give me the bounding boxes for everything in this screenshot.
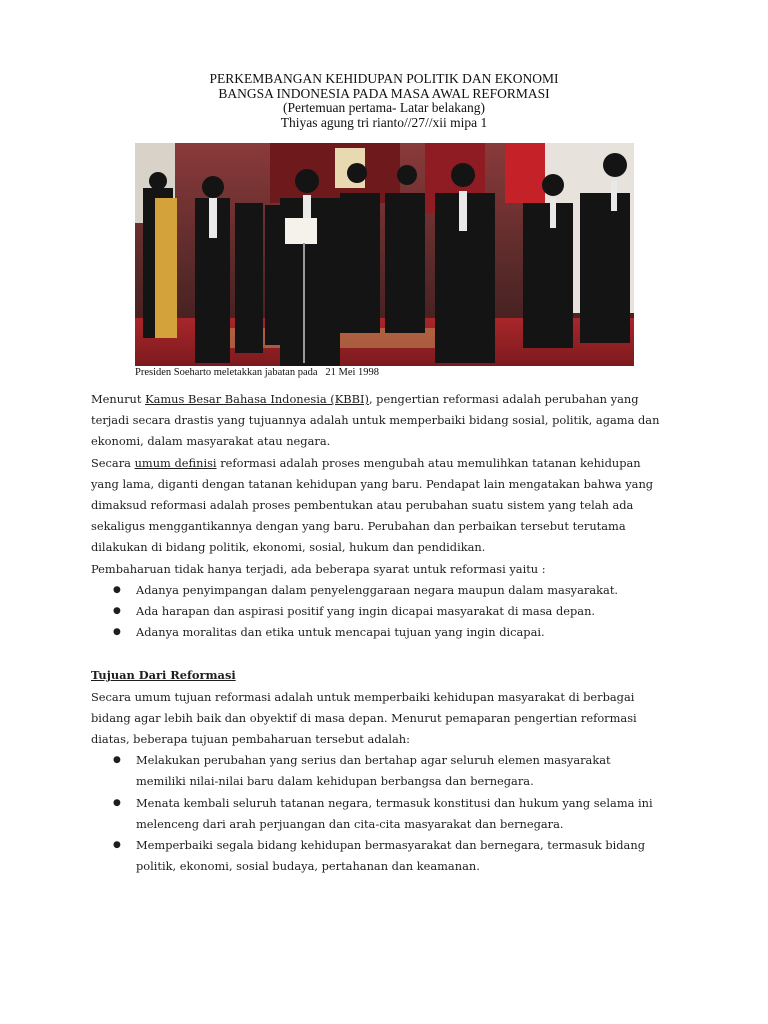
list-item xyxy=(91,580,691,601)
list-item-text: Melakukan perubahan yang serius dan bertahap agar seluruh elemen masyarakat xyxy=(136,753,611,768)
list-item-text: memiliki nilai-nilai baru dalam kehidupan berbangsa dan bernegara. xyxy=(136,774,534,789)
list-item-text: politik, ekonomi, sosial budaya, pertahanan dan keamanan. xyxy=(136,859,480,874)
bullet-icon: ● xyxy=(113,797,121,808)
text-line: dilakukan di bidang politik, ekonomi, sosial, hukum dan pendidikan. xyxy=(91,540,486,555)
text-line: diatas, beberapa tujuan pembaharuan tersebut adalah: xyxy=(91,732,410,747)
text-line: ekonomi, dalam masyarakat atau negara. xyxy=(91,434,331,449)
text-line: terjadi secara drastis yang tujuannya adalah untuk memperbaiki bidang sosial, politik, agama dan xyxy=(91,413,660,428)
document-header xyxy=(0,72,768,130)
section-heading: Tujuan Dari Reformasi xyxy=(91,668,236,683)
list-item-text: Ada harapan dan aspirasi positif yang ingin dicapai masyarakat di masa depan. xyxy=(136,604,596,619)
list-item-text: Adanya moralitas dan etika untuk mencapai tujuan yang ingin dicapai. xyxy=(136,625,545,640)
list-item-text: melenceng dari arah perjuangan dan cita-cita masyarakat dan bernegara. xyxy=(136,816,564,831)
bullet-icon: ● xyxy=(113,840,121,851)
text-line: bidang agar lebih baik dan obyektif di masa depan. Menurut pemaparan pengertian reformasi xyxy=(91,710,637,725)
intro-paragraph-2 xyxy=(91,453,691,559)
text-line: sekaligus menggantikannya dengan yang baru. Perubahan dan perbaikan tersebut terutama xyxy=(91,519,626,534)
definition-link[interactable]: umum definisi xyxy=(134,455,217,470)
text-span: reformasi adalah proses mengubah atau memulihkan tatanan kehidupan xyxy=(216,455,641,470)
list-item xyxy=(91,622,691,643)
photo-caption: Presiden Soeharto meletakkan jabatan pada 21 Mei 1998 xyxy=(135,367,380,378)
list-item-text: Adanya penyimpangan dalam penyelenggaraan negara maupun dalam masyarakat. xyxy=(136,582,619,597)
intro-paragraph-3: Pembaharuan tidak hanya terjadi, ada beberapa syarat untuk reformasi yaitu : xyxy=(91,561,546,576)
list-item xyxy=(91,601,691,622)
tujuan-list xyxy=(91,750,691,877)
document-body xyxy=(91,389,691,877)
tujuan-paragraph xyxy=(91,687,691,751)
text-line: yang lama, diganti dengan tatanan kehidupan yang baru. Pendapat lain mengatakan bahwa yang xyxy=(91,476,654,491)
subtitle: (Pertemuan pertama- Latar belakang) xyxy=(282,100,486,115)
historical-photo xyxy=(135,143,634,366)
list-item-text: Memperbaiki segala bidang kehidupan bermasyarakat dan bernegara, termasuk bidang xyxy=(136,838,645,853)
bullet-icon: ● xyxy=(113,584,121,595)
text-span: , pengertian reformasi adalah perubahan yang xyxy=(368,392,639,406)
text-span: Secara xyxy=(91,455,135,470)
text-span: Menurut xyxy=(91,392,146,406)
photo-illustration xyxy=(135,143,634,366)
kbbi-link[interactable]: Kamus Besar Bahasa Indonesia (KBBI) xyxy=(145,392,369,406)
spacer xyxy=(91,643,691,665)
list-item xyxy=(91,793,691,835)
list-item-text: Menata kembali seluruh tatanan negara, termasuk konstitusi dan hukum yang selama ini xyxy=(136,795,653,810)
title-line-1: PERKEMBANGAN KEHIDUPAN POLITIK DAN EKONOMI xyxy=(209,71,559,86)
bullet-icon: ● xyxy=(113,755,121,766)
list-item xyxy=(91,750,691,792)
list-item xyxy=(91,835,691,877)
bullet-icon: ● xyxy=(113,627,121,638)
text-line: dimaksud reformasi adalah proses pembentukan atau perubahan suatu sistem yang telah ada xyxy=(91,498,634,513)
syarat-list xyxy=(91,580,691,644)
intro-paragraph-1 xyxy=(91,389,691,453)
text-line: Secara umum tujuan reformasi adalah untuk memperbaiki kehidupan masyarakat di berbagai xyxy=(91,689,635,704)
bullet-icon: ● xyxy=(113,606,121,617)
title-line-2: BANGSA INDONESIA PADA MASA AWAL REFORMASI xyxy=(218,85,550,101)
author-line: Thiyas agung tri rianto//27//xii mipa 1 xyxy=(280,114,488,130)
